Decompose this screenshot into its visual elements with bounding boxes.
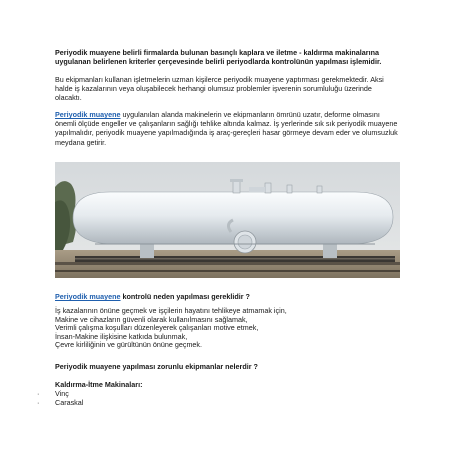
bullet-item	[37, 398, 84, 407]
pressure-tank-photo	[55, 162, 400, 278]
paragraph-1: Bu ekipmanları kullanan işletmelerin uzman kişilerce periyodik muayene yaptırması gerekmektedir. Aksi halde iş kazalarının veya oluşabilecek herhangi olumsuz problemler işverenin sorumluluğu üzerinde olacaktı.	[55, 75, 384, 103]
bullet-label: Caraskal	[55, 398, 84, 407]
reasons-list	[55, 307, 400, 350]
reason-item: Verimli çalışma koşulları düzenleyerek çalışanları motive etmek,	[55, 323, 259, 333]
reason-item: Çevre kirliliğinin ve gürültünün önüne geçmek.	[55, 340, 203, 350]
section-title: Kaldırma-İtme Makinaları:	[55, 380, 143, 389]
reason-item: Makine ve cihazların güvenli olarak kullanılmasını sağlamak,	[55, 314, 248, 324]
intro-paragraph: Periyodik muayene belirli firmalarda bulunan basınçlı kaplara ve iletme - kaldırma makinalarına uygulanan belirlenen kriterler çerçevesinde belirli periyodlarda kontrolünün yapılması işlemidir.	[55, 48, 382, 67]
question-2: Periyodik muayene yapılması zorunlu ekipmanlar nelerdir ?	[55, 362, 258, 371]
paragraph-2-text: uygulanılan alanda makinelerin ve ekipmanların ömrünü uzatır, deforme olmasını önemli ölçüde engeller ve çalışanların sağlığı tehlike altında kalmaz. İş yerlerinde sık sık periyodik muayene yapılmalıdır, periyodik muayene yapılmadığında iş araç-gereçleri hasar görmeye devam eder ve olumsuzluk meydana getirir.	[55, 110, 398, 147]
question-1-text: kontrolü neden yapılması gereklidir ?	[120, 292, 250, 301]
pressure-tank-illustration	[55, 162, 400, 278]
periyodik-muayene-link-2[interactable]: Periyodik muayene	[55, 292, 121, 301]
reason-item: İş kazalarının önüne geçmek ve işçilerin hayatını tehlikeye atmamak için,	[55, 306, 287, 315]
paragraph-2	[55, 110, 400, 147]
bullet-item	[37, 389, 69, 398]
bullet-marker: ·	[37, 389, 40, 398]
bullet-marker: ·	[37, 398, 40, 407]
reason-item: İnsan-Makine ilişkisine katkıda bulunmak,	[55, 331, 188, 341]
bullet-label: Vinç	[55, 389, 69, 398]
question-1	[55, 292, 400, 301]
periyodik-muayene-link[interactable]: Periyodik muayene	[55, 110, 121, 119]
